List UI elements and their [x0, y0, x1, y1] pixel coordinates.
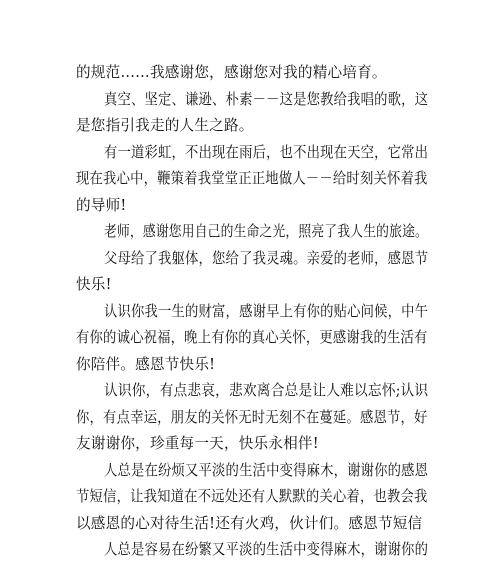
text-line: 快乐!: [76, 276, 112, 293]
text-line: 节短信，让我知道在不远处还有人默默的关心着，也教会我: [76, 488, 428, 505]
text-line: 真空、坚定、谦逊、朴素－－这是您教给我唱的歌，这: [104, 90, 429, 108]
text-line: 有一道彩虹，不出现在雨后，也不出现在天空，它常出: [104, 143, 429, 161]
text-line: 老师，感谢您用自己的生命之光，照亮了我人生的旅途。: [104, 223, 428, 240]
text-line: 有你的诚心祝福，晚上有你的真心关怀，更感谢我的生活有: [76, 329, 428, 346]
text-line: 的导师!: [76, 196, 127, 214]
text-line: 认识你我一生的财富，感谢早上有你的贴心问候，中午: [104, 302, 429, 320]
text-line: 以感恩的心对待生活!还有火鸡，伙计们。感恩节短信: [76, 514, 423, 532]
text-line: 友谢谢你，珍重每一天，快乐永相伴!: [76, 435, 319, 452]
text-line: 是您指引我走的人生之路。: [76, 117, 254, 134]
text-line: 人总是在纷烦又平淡的生活中变得麻木，谢谢你的感恩: [104, 461, 429, 479]
text-line: 你陪伴。感恩节快乐!: [76, 355, 216, 373]
text-line: 你，有点幸运，朋友的关怀无时无刻不在蔓延。感恩节，好: [76, 408, 428, 426]
text-line: 人总是容易在纷繁又平淡的生活中变得麻木，谢谢你的: [104, 541, 429, 558]
text-line: 现在我心中，鞭策着我堂堂正正地做人－－给时刻关怀着我: [76, 170, 428, 187]
text-line: 的规范……我感谢您，感谢您对我的精心培育。: [76, 64, 387, 81]
text-line: 认识你，有点悲哀，悲欢离合总是让人难以忘怀;认识: [104, 382, 429, 399]
text-line: 父母给了我躯体，您给了我灵魂。亲爱的老师，感恩节: [104, 249, 429, 267]
